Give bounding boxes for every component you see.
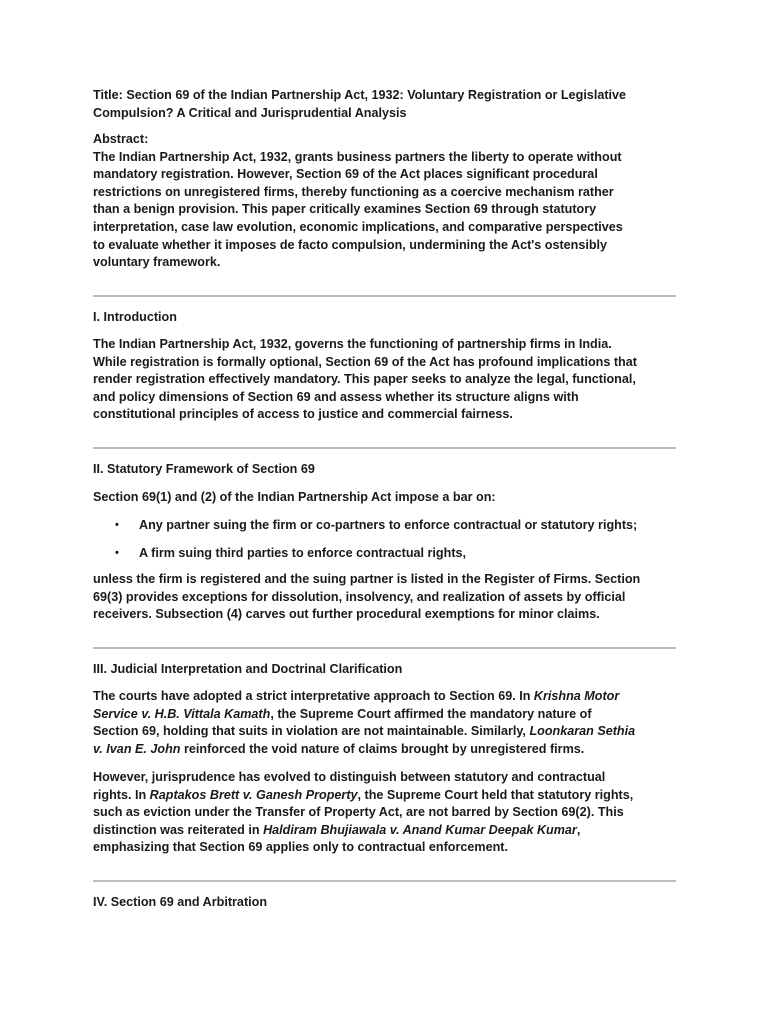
paragraph-line: and policy dimensions of Section 69 and assess whether its structure aligns with xyxy=(93,389,579,404)
abstract-line: restrictions on unregistered firms, thereby functioning as a coercive mechanism rather xyxy=(93,184,614,199)
section-divider xyxy=(93,295,676,297)
paragraph-line: unless the firm is registered and the suing partner is listed in the Register of Firms. Section xyxy=(93,572,641,586)
text-run: Section 69, holding that suits in violation are not maintainable. Similarly, xyxy=(93,724,530,739)
title-line: Compulsion? A Critical and Jurisprudential Analysis xyxy=(93,105,407,120)
abstract-line: mandatory registration. However, Section 69 of the Act places significant procedural xyxy=(93,167,598,182)
section-heading: II. Statutory Framework of Section 69 xyxy=(93,462,315,476)
abstract-line: to evaluate whether it imposes de facto compulsion, undermining the Act's ostensibly xyxy=(93,237,608,252)
title-line: Title: Section 69 of the Indian Partnership Act, 1932: Voluntary Registration or Legislative xyxy=(93,88,627,102)
judicial-paragraph-2 xyxy=(93,769,633,857)
paragraph-line: 69(3) provides exceptions for dissolution, insolvency, and realization of assets by official xyxy=(93,589,626,604)
paragraph-line: However, jurisprudence has evolved to distinguish between statutory and contractual xyxy=(93,770,606,784)
bullet-item: A firm suing third parties to enforce contractual rights, xyxy=(139,546,467,560)
document-title xyxy=(93,87,626,122)
paragraph-line xyxy=(93,723,635,741)
paragraph-line xyxy=(93,822,633,840)
judicial-paragraph-1 xyxy=(93,688,635,758)
text-run: , xyxy=(576,822,581,837)
abstract-heading: Abstract: xyxy=(93,132,149,146)
paragraph-line: While registration is formally optional, Section 69 of the Act has profound implications that xyxy=(93,354,637,369)
paragraph-line: render registration effectively mandatory. This paper seeks to analyze the legal, functional, xyxy=(93,372,636,387)
paragraph-line xyxy=(93,706,635,724)
text-run: rights. In xyxy=(93,787,150,802)
section-heading: I. Introduction xyxy=(93,310,177,324)
section-divider xyxy=(93,447,676,449)
abstract-line: voluntary framework. xyxy=(93,255,221,270)
case-name: Service v. H.B. Vittala Kamath xyxy=(93,706,271,721)
text-run: The courts have adopted a strict interpretative approach to Section 69. In xyxy=(93,689,534,703)
paragraph-line: emphasizing that Section 69 applies only to contractual enforcement. xyxy=(93,840,508,855)
paragraph-line: constitutional principles of access to justice and commercial fairness. xyxy=(93,407,513,422)
paragraph-line: Section 69(1) and (2) of the Indian Partnership Act impose a bar on: xyxy=(93,490,496,504)
text-run: reinforced the void nature of claims brought by unregistered firms. xyxy=(180,741,585,756)
text-run: distinction was reiterated in xyxy=(93,822,264,837)
bullet-icon: • xyxy=(115,547,119,559)
section-divider xyxy=(93,647,676,649)
bullet-item: Any partner suing the firm or co-partners to enforce contractual or statutory rights; xyxy=(139,518,638,532)
paragraph-line xyxy=(93,688,635,706)
abstract-line: interpretation, case law evolution, economic implications, and comparative perspectives xyxy=(93,219,623,234)
abstract-line: than a benign provision. This paper critically examines Section 69 through statutory xyxy=(93,202,597,217)
paragraph-line: such as eviction under the Transfer of Property Act, are not barred by Section 69(2). This xyxy=(93,805,624,820)
paragraph-line xyxy=(93,787,633,805)
section-divider xyxy=(93,880,676,882)
text-run: , the Supreme Court affirmed the mandatory nature of xyxy=(270,706,592,721)
bullet-icon: • xyxy=(115,519,119,531)
case-name: Krishna Motor xyxy=(533,689,620,703)
paragraph-line: receivers. Subsection (4) carves out further procedural exemptions for minor claims. xyxy=(93,607,600,622)
case-name: Loonkaran Sethia xyxy=(529,724,636,739)
paragraph-line: The Indian Partnership Act, 1932, governs the functioning of partnership firms in India. xyxy=(93,337,612,351)
text-run: , the Supreme Court held that statutory rights, xyxy=(357,787,634,802)
case-name: v. Ivan E. John xyxy=(93,741,181,756)
section-heading-arbitration xyxy=(93,894,267,912)
case-name: Haldiram Bhujiawala v. Anand Kumar Deepak Kumar xyxy=(263,822,577,837)
statutory-intro xyxy=(93,489,496,507)
section-heading-judicial-interpretation xyxy=(93,661,402,679)
abstract-section xyxy=(93,131,623,272)
section-heading: III. Judicial Interpretation and Doctrinal Clarification xyxy=(93,662,403,676)
paragraph-line xyxy=(93,741,635,759)
section-heading-statutory-framework xyxy=(93,461,315,479)
statutory-followup-paragraph xyxy=(93,571,640,624)
section-heading: IV. Section 69 and Arbitration xyxy=(93,895,268,909)
section-heading-introduction xyxy=(93,309,177,327)
introduction-paragraph xyxy=(93,336,637,424)
abstract-line: The Indian Partnership Act, 1932, grants business partners the liberty to operate without xyxy=(93,149,622,164)
case-name: Raptakos Brett v. Ganesh Property xyxy=(149,787,358,802)
